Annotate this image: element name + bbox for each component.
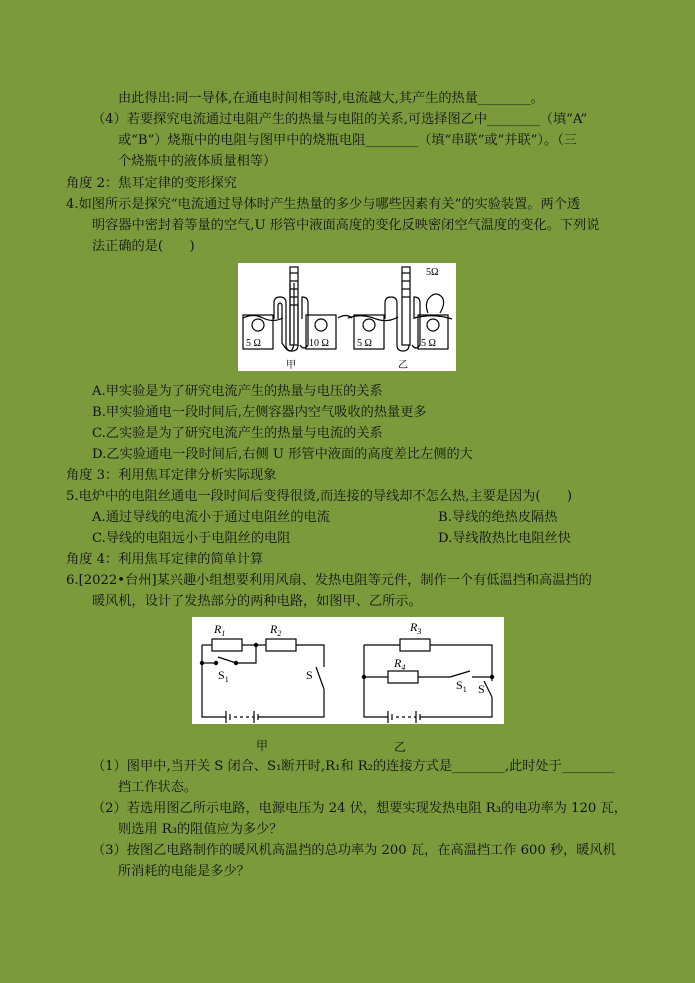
label-yi-left: 5 Ω	[357, 338, 372, 349]
caption-yi: 乙	[398, 360, 408, 371]
section-heading-2: 角度 2：焦耳定律的变形探究	[66, 176, 237, 191]
text-l4: 个烧瓶中的液体质量相等）	[118, 154, 277, 169]
q5-option-b: B.导线的绝热皮隔热	[438, 510, 558, 525]
part-3-cont: 所消耗的电能是多少？	[118, 864, 250, 879]
label-jia-left: 5 Ω	[246, 338, 261, 349]
caption-circuit-yi: 乙	[394, 740, 407, 754]
label-s1b: $S_1$	[456, 678, 467, 694]
label-s1: $S_1$	[218, 668, 229, 684]
figure-circuits	[192, 617, 504, 724]
option-c: C.乙实验是为了研究电流产生的热量与电流的关系	[92, 426, 383, 441]
option-b: B.甲实验通电一段时间后,左侧容器内空气吸收的热量更多	[92, 405, 427, 420]
label-r4: $R_4$	[394, 656, 406, 672]
text-l2: （4）若要探究电流通过电阻产生的热量与电阻的关系,可选择图乙中________（填“A”	[92, 112, 588, 127]
q5-option-c: C.导线的电阻远小于电阻丝的电阻	[92, 531, 291, 546]
label-jia-right: 10 Ω	[309, 338, 329, 349]
question-6: 6.[2022•台州]某兴趣小组想要利用风扇、发热电阻等元件，制作一个有低温挡和高温挡的	[66, 573, 592, 588]
option-a: A.甲实验是为了研究电流产生的热量与电压的关系	[92, 384, 383, 399]
label-yi-right: 5 Ω	[421, 338, 436, 349]
figure-apparatus	[238, 263, 456, 371]
text-l3: 或“B”）烧瓶中的电阻与图甲中的烧瓶电阻________（填“串联”或“并联”）。（三	[118, 133, 577, 148]
question-4: 4.如图所示是探究“电流通过导体时产生热量的多少与哪些因素有关”的实验装置。两个透	[66, 197, 580, 212]
q5-option-d: D.导线散热比电阻丝快	[438, 531, 571, 546]
caption-jia: 甲	[286, 360, 296, 371]
label-s: S	[306, 668, 313, 682]
section-heading-4: 角度 4：利用焦耳定律的简单计算	[66, 552, 264, 567]
label-r1: $R_1$	[214, 622, 226, 638]
question-4-cont2: 法正确的是( )	[92, 239, 195, 254]
part-3: （3）按图乙电路制作的暖风机高温挡的总功率为 200 瓦，在高温挡工作 600 秒，暖风机	[92, 843, 616, 858]
label-r2: $R_2$	[270, 622, 282, 638]
q5-option-a: A.通过导线的电流小于通过电阻丝的电流	[92, 510, 330, 525]
part-2-cont: 则选用 R₃的阻值应为多少？	[118, 822, 283, 837]
text-l1: 由此得出:同一导体,在通电时间相等时,电流越大,其产生的热量________。	[118, 91, 544, 106]
option-d: D.乙实验通电一段时间后,右侧 U 形管中液面的高度差比左侧的大	[92, 447, 473, 462]
circuits-svg	[192, 617, 504, 724]
section-heading-3: 角度 3：利用焦耳定律分析实际现象	[66, 468, 277, 483]
caption-circuit-jia: 甲	[256, 739, 269, 753]
part-1-cont: 挡工作状态。	[118, 780, 198, 795]
question-4-cont: 明容器中密封着等量的空气,U 形管中液面高度的变化反映密闭空气温度的变化。下列说	[92, 218, 600, 233]
label-r3: $R_3$	[410, 620, 422, 636]
part-1: （1）图甲中,当开关 S 闭合、S₁断开时,R₁和 R₂的连接方式是________,此时处于________	[92, 759, 615, 774]
part-2: （2）若选用图乙所示电路，电源电压为 24 伏，想要实现发热电阻 R₃的电功率为 120 瓦，	[92, 801, 627, 816]
apparatus-svg	[238, 263, 456, 371]
question-6-cont: 暖风机，设计了发热部分的两种电路，如图甲、乙所示。	[92, 594, 422, 609]
label-yi-top: 5Ω	[426, 267, 439, 278]
label-sb: S	[478, 682, 485, 696]
question-5: 5.电炉中的电阻丝通电一段时间后变得很烫,而连接的导线却不怎么热,主要是因为( )	[66, 489, 573, 504]
